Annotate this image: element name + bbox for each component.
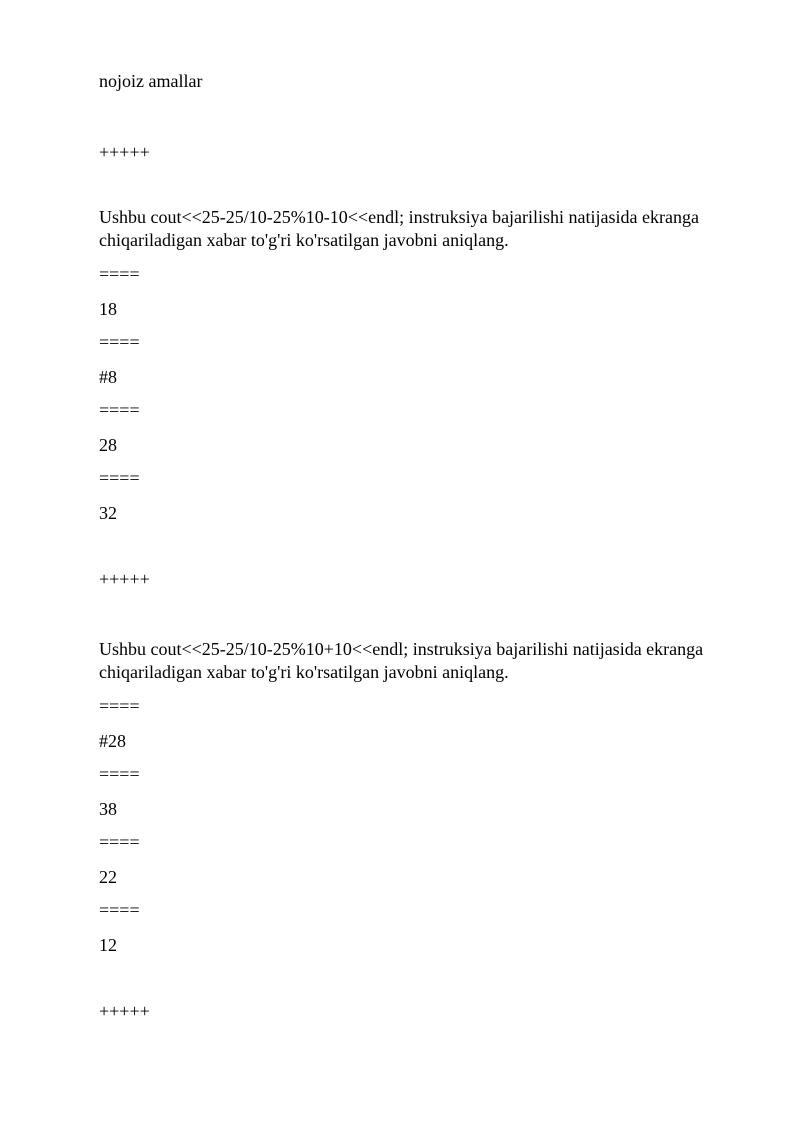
question-2-option-1: #28 (99, 731, 126, 751)
question-2-text (99, 638, 749, 684)
question-2-line-2: chiqariladigan xabar to'g'ri ko'rsatilgan javobni aniqlang. (99, 662, 509, 682)
block-separator: +++++ (99, 569, 150, 589)
option-separator: ==== (99, 900, 140, 920)
question-1-option-1: 18 (99, 299, 117, 319)
block-separator: +++++ (99, 142, 150, 162)
question-2-option-4: 12 (99, 935, 117, 955)
question-2-option-2: 38 (99, 799, 117, 819)
option-separator: ==== (99, 332, 140, 352)
question-2-option-3: 22 (99, 867, 117, 887)
question-1-option-2: #8 (99, 367, 117, 387)
option-separator: ==== (99, 832, 140, 852)
question-1-line-1: Ushbu cout<<25-25/10-25%10-10<<endl; instruksiya bajarilishi natijasida ekranga (99, 207, 699, 227)
option-separator: ==== (99, 696, 140, 716)
option-separator: ==== (99, 764, 140, 784)
option-separator: ==== (99, 468, 140, 488)
option-separator: ==== (99, 400, 140, 420)
question-1-option-4: 32 (99, 503, 117, 523)
option-separator: ==== (99, 264, 140, 284)
question-1-line-2: chiqariladigan xabar to'g'ri ko'rsatilgan javobni aniqlang. (99, 230, 509, 250)
block-separator: +++++ (99, 1001, 150, 1021)
heading-text: nojoiz amallar (99, 71, 203, 91)
question-1-option-3: 28 (99, 435, 117, 455)
question-2-line-1: Ushbu cout<<25-25/10-25%10+10<<endl; instruksiya bajarilishi natijasida ekranga (99, 639, 704, 659)
question-1-text (99, 206, 749, 252)
